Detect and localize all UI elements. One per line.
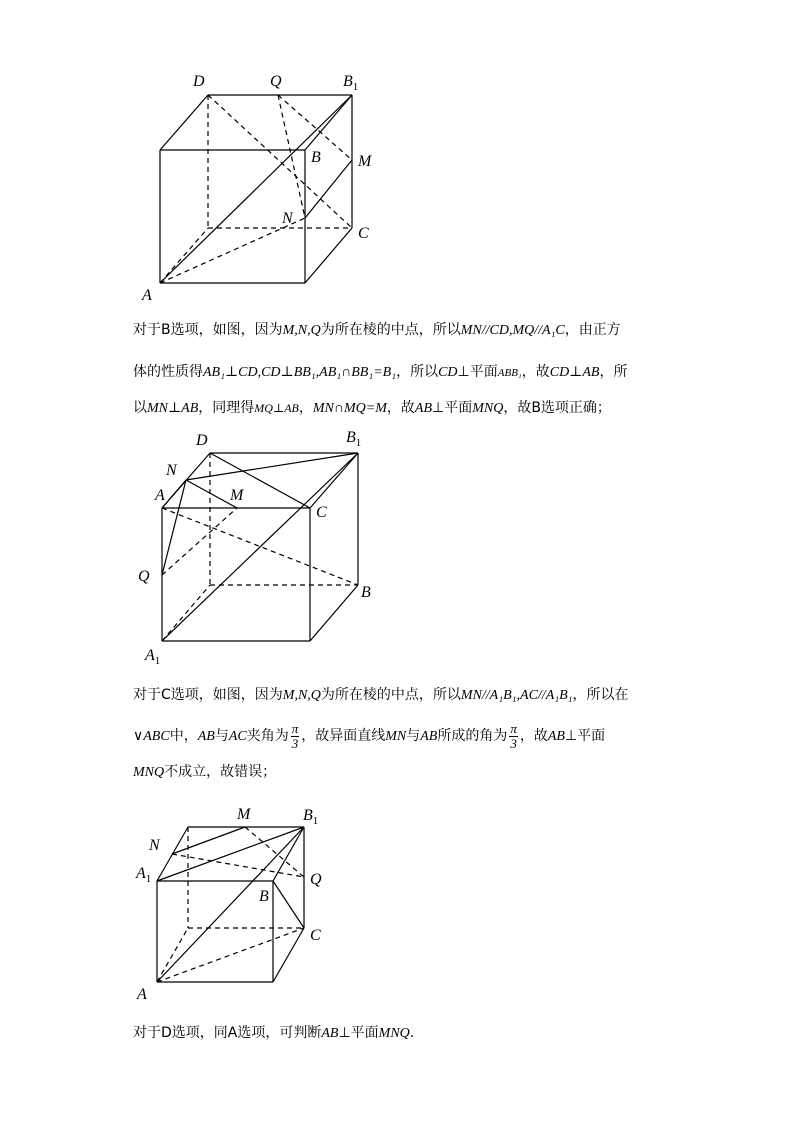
paragraph-b-line-3 (133, 398, 668, 419)
text: 对于D选项，同A选项，可判断 (133, 1025, 322, 1041)
math: CD⊥AB (549, 365, 600, 380)
text: ⊥平面 (564, 728, 606, 744)
math: ABB₁ (497, 367, 522, 379)
text: ，故 (521, 364, 550, 380)
text: ，由正方 (564, 322, 621, 338)
text: ，所 (599, 364, 628, 380)
text: 与 (406, 728, 421, 744)
label-Q: Q (270, 73, 282, 90)
text: ，故异面直线 (301, 728, 386, 744)
text: 所成的角为 (437, 728, 508, 744)
text: ，故 (519, 728, 548, 744)
label-N: N (166, 462, 177, 479)
label-D: D (196, 432, 208, 449)
label-A1: $A_1$ (136, 865, 152, 885)
text: ，故B选项正确； (503, 400, 611, 416)
cube-figure-1 (0, 0, 794, 320)
math: MN//A₁B₁,AC//A₁B₁ (460, 688, 573, 703)
math: M,N,Q (282, 323, 321, 338)
label-C: C (358, 225, 369, 242)
math: AB (321, 1026, 339, 1041)
label-B1: $B_1$ (346, 429, 362, 449)
text: ，所以在 (572, 687, 629, 703)
text: 为所在棱的中点，所以 (320, 687, 461, 703)
math: ∨ABC (133, 729, 170, 744)
label-D: D (193, 73, 205, 90)
label-C: C (316, 504, 327, 521)
text: 以 (133, 400, 147, 416)
math: MN (385, 729, 407, 744)
fraction-pi-over-3: $\frac{\pi}{3}$ (510, 720, 517, 751)
label-N: N (149, 837, 160, 854)
math: CD (438, 365, 458, 380)
label-B: B (361, 584, 371, 601)
text: ⊥平面 (457, 364, 498, 380)
text: 对于B选项，如图，因为 (133, 322, 283, 338)
text: ，故 (386, 400, 415, 416)
label-A: A (155, 487, 165, 504)
math: AB (197, 729, 215, 744)
text: ⊥平面 (338, 1025, 379, 1041)
label-C: C (310, 927, 321, 944)
math: AB (547, 729, 565, 744)
paragraph-c-line-2 (133, 718, 668, 755)
math: M,N,Q (282, 688, 321, 703)
label-B: B (259, 888, 269, 905)
cube-figure-2 (0, 420, 794, 670)
math: MN//CD,MQ//A₁C (460, 323, 565, 338)
label-Q: Q (310, 871, 322, 888)
math: AC (228, 729, 247, 744)
paragraph-c-line-1 (133, 685, 668, 706)
paragraph-c-line-3 (133, 762, 668, 783)
text: 中， (169, 728, 198, 744)
math: AB₁⊥CD,CD⊥BB₁,AB₁∩BB₁=B₁ (203, 365, 397, 380)
label-M: M (358, 153, 372, 170)
label-A: A (142, 287, 152, 304)
text: . (409, 1025, 415, 1041)
text: 夹角为 (246, 728, 289, 744)
math: AB (414, 401, 432, 416)
text: 与 (214, 728, 229, 744)
math: MNQ (133, 765, 165, 780)
text: ， (298, 400, 313, 416)
cube-figure-3 (0, 795, 794, 1010)
paragraph-b-line-2 (133, 362, 668, 383)
label-A1: $A_1$ (145, 647, 161, 667)
fraction-pi-over-3: $\frac{\pi}{3}$ (291, 720, 299, 751)
label-Q: Q (138, 568, 150, 585)
math: AB (420, 729, 438, 744)
text: 对于C选项，如图，因为 (133, 687, 283, 703)
text: ⊥平面 (432, 400, 473, 416)
text: 不成立，故错误； (164, 764, 277, 780)
label-N: N (282, 210, 293, 227)
paragraph-b-line-1 (133, 320, 668, 341)
math: MNQ (378, 1026, 410, 1041)
math: MQ⊥AB (254, 401, 299, 415)
label-A: A (137, 986, 147, 1003)
text: ，所以 (396, 364, 439, 380)
label-M: M (230, 487, 244, 504)
math: MN∩MQ=M (312, 401, 387, 416)
math: MN⊥AB (147, 401, 199, 416)
text: 为所在棱的中点，所以 (320, 322, 461, 338)
label-B1: $B_1$ (343, 73, 359, 93)
label-B1: $B_1$ (303, 807, 319, 827)
label-B: B (311, 149, 321, 166)
math: MNQ (472, 401, 504, 416)
paragraph-d-line-1 (133, 1023, 668, 1044)
text: 体的性质得 (133, 364, 203, 380)
text: ，同理得 (198, 400, 255, 416)
label-M: M (237, 806, 251, 823)
